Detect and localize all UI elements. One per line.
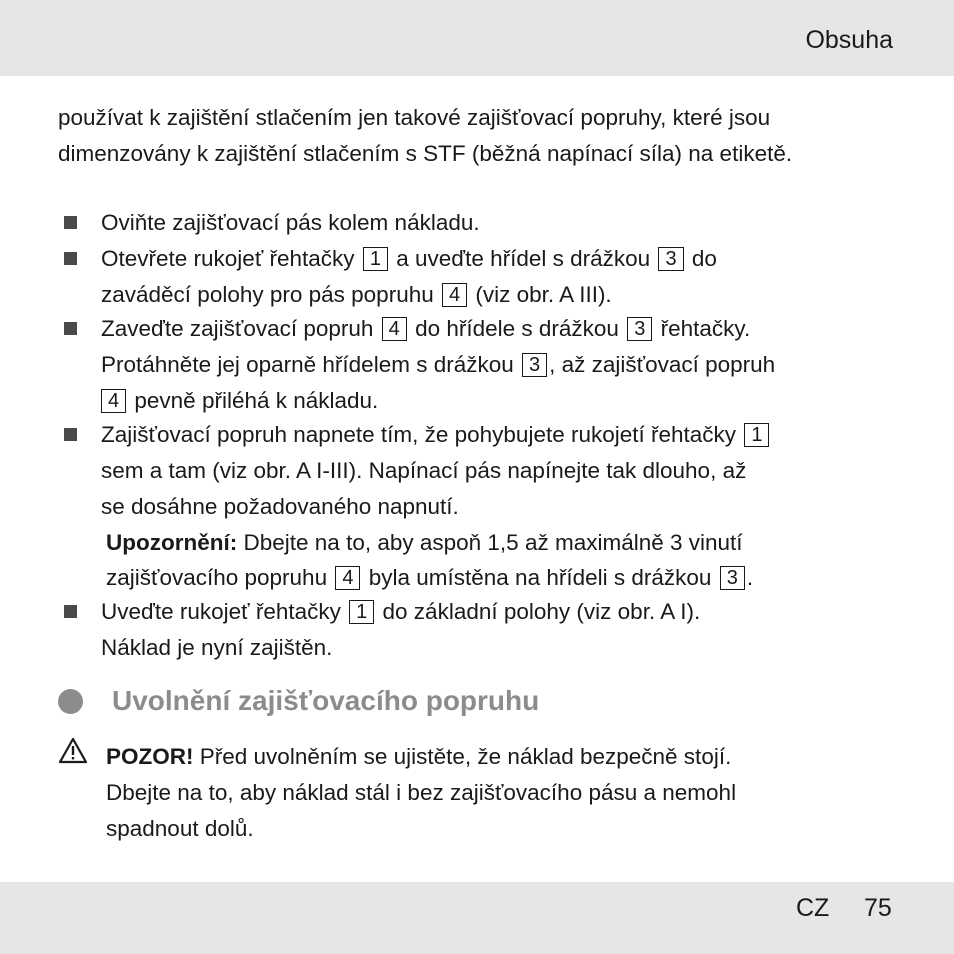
note-text: zajišťovacího popruhu [106, 565, 328, 590]
page-footer [0, 882, 954, 954]
warning-line-2: Dbejte na to, aby náklad stál i bez zajišťovacího pásu a nemohl [106, 780, 737, 805]
page-number: 75 [864, 894, 892, 922]
step-2-text: (viz obr. A III). [475, 282, 612, 307]
step-2-text: zaváděcí polohy pro pás popruhu [101, 282, 434, 307]
ref-box-3: 3 [658, 247, 683, 271]
note-label: Upozornění: [106, 530, 238, 555]
step-5-line-1 [101, 598, 700, 626]
section-title: Uvolnění zajišťovacího popruhu [112, 685, 540, 716]
ref-box-1: 1 [744, 423, 769, 447]
note-line-1 [106, 529, 743, 557]
step-4-line-1 [101, 421, 771, 449]
bullet-square-icon [64, 428, 77, 441]
step-4-text: Zajišťovací popruh napnete tím, že pohybujete rukojetí řehtačky [101, 422, 737, 447]
warning-text: Před uvolněním se ujistěte, že náklad bezpečně stojí. [199, 744, 732, 769]
intro-line-1: používat k zajištění stlačením jen takové zajišťovací popruhy, které jsou [58, 105, 771, 130]
step-5-text: do základní polohy (viz obr. A I). [382, 599, 701, 624]
step-3-text: řehtačky. [660, 316, 751, 341]
step-4-line-3: se dosáhne požadovaného napnutí. [101, 494, 459, 519]
ref-box-4: 4 [335, 566, 360, 590]
note-text: . [746, 565, 754, 590]
step-3-text: do hřídele s drážkou [415, 316, 619, 341]
ref-box-3: 3 [720, 566, 745, 590]
step-2-text: do [691, 246, 717, 271]
step-2-line-1 [101, 245, 717, 273]
section-circle-icon [58, 689, 83, 714]
step-3-line-2 [101, 351, 775, 379]
bullet-square-icon [64, 216, 77, 229]
footer-language: CZ [796, 894, 830, 922]
warning-label: POZOR! [106, 744, 194, 769]
step-3-line-1 [101, 315, 750, 343]
warning-line-1 [106, 743, 731, 771]
step-2-line-2 [101, 281, 612, 309]
step-3-line-3 [101, 387, 378, 415]
bullet-square-icon [64, 322, 77, 335]
warning-triangle-icon [58, 737, 88, 764]
step-2-text: Otevřete rukojeť řehtačky [101, 246, 355, 271]
intro-line-2: dimenzovány k zajištění stlačením s STF (běžná napínací síla) na etiketě. [58, 141, 793, 166]
step-5-text: Uveďte rukojeť řehtačky [101, 599, 341, 624]
note-text: Dbejte na to, aby aspoň 1,5 až maximálně 3 vinutí [243, 530, 743, 555]
step-5-line-2: Náklad je nyní zajištěn. [101, 635, 333, 660]
note-line-2 [106, 564, 753, 592]
warning-line-3: spadnout dolů. [106, 816, 254, 841]
step-4-line-2: sem a tam (viz obr. A I-III). Napínací pás napínejte tak dlouho, až [101, 458, 747, 483]
header-title: Obsuha [805, 26, 893, 54]
step-1-line: Oviňte zajišťovací pás kolem nákladu. [101, 210, 480, 235]
bullet-square-icon [64, 605, 77, 618]
ref-box-1: 1 [363, 247, 388, 271]
ref-box-4: 4 [382, 317, 407, 341]
ref-box-3: 3 [522, 353, 547, 377]
step-3-text: Zaveďte zajišťovací popruh [101, 316, 374, 341]
ref-box-4: 4 [442, 283, 467, 307]
ref-box-1: 1 [349, 600, 374, 624]
ref-box-4: 4 [101, 389, 126, 413]
bullet-square-icon [64, 252, 77, 265]
ref-box-3: 3 [627, 317, 652, 341]
page-header [0, 0, 954, 76]
step-3-text: pevně přiléhá k nákladu. [134, 388, 379, 413]
note-text: byla umístěna na hřídeli s drážkou [368, 565, 712, 590]
step-2-text: a uveďte hřídel s drážkou [396, 246, 651, 271]
step-3-text: Protáhněte jej oparně hřídelem s drážkou [101, 352, 514, 377]
step-3-text: , až zajišťovací popruh [549, 352, 776, 377]
